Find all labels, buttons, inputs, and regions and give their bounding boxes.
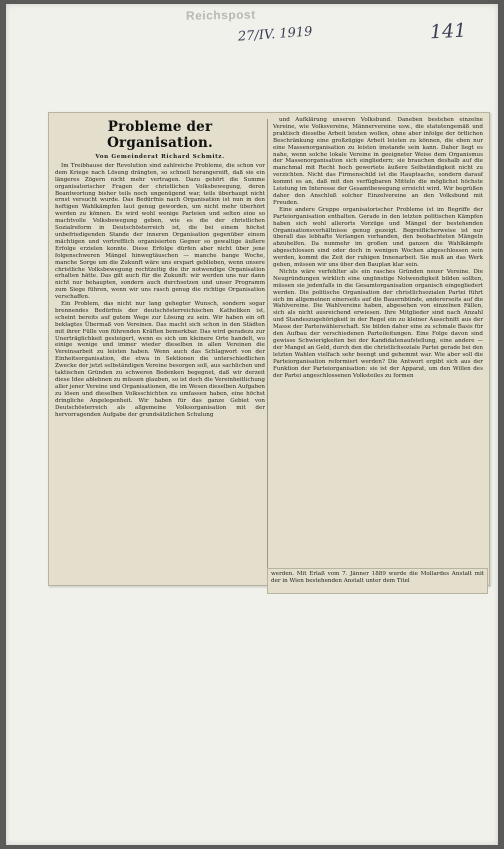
article-paragraph: Eine andere Gruppe organisatorischer Probleme ist im Begriffe der Parteiorganisation enthalten. Gerade in den letzten politischen Kämpfen haben sich wohl allerorts Vorzüge und Mängel der bestehenden Organisationsverhältnisse genug gezeigt. Begreiflicherweise ist nur überall das lebhafte Verlangen vorhanden, den beobachteten Mängeln abzuhelfen. Da nunmehr im großen und ganzen die Wahlkämpfe abgeschlossen sind oder doch in wenigen Wochen abgeschlossen sein werden, kommt die Zeit der ruhigen Innenarbeit. Sie muß an das Werk gehen, müssen wir uns über den Bauplan klar sein. — [273, 206, 483, 269]
article-byline: Von Gemeinderat Richard Schmitz. — [95, 154, 225, 160]
article-paragraph: und Aufklärung unseren Volksbund. Daneben bestehen einzelne Vereine, wie Volksvereine, Männervereine usw., die statutengemäß und praktisch dieselbe Arbeit leisten wollen, ohne aber infolge der örtlichen Beschränkung eine großzügige Arbeit leisten zu können, die eben nur eine Massenorganisation zu leisten imstande sein kann. Daher liegt es nahe, wenn solche lokale Vereine in geeigneter Weise dem Organismus der Massenorganisation sich eingliedern; sie brauchen deshalb auf die manchmal mit Recht hoch gewertete äußere Selbständigkeit nicht zu verzichten. Nicht das Firmenschild ist die Hauptsache, sondern darauf kommt es an, daß mit den verfügbaren Mitteln die möglichst höchste Leistung im Interesse der Gesamtbewegung erreicht wird. Wir begrüßen daher den Anschluß solcher Einzelvereine an den Volksbund mit Freuden. — [273, 117, 483, 206]
article-column-left — [55, 117, 265, 579]
newspaper-clipping — [48, 112, 490, 586]
handwritten-date: 27/IV. 1919 — [237, 24, 313, 45]
article-headline: Probleme der Organisation. — [107, 119, 213, 151]
source-stamp: Reichspost — [185, 7, 256, 23]
continuation-snippet: werden. Mit Erlaß vom 7. Jänner 1889 wurde die Mollardes Anstalt mit der in Wien bestehenden Anstalt unter dem Titel — [267, 568, 488, 594]
article-paragraph: Ein Problem, das nicht nur lang gehegter Wunsch, sondern sogar brennendes Bedürfnis der deutschösterreichischen Katholiken ist, scheint bereits auf gutem Wege zur Lösung zu sein. Wir haben ein oft beklagtes Übermaß von Vereinen. Das macht sich schon in den Städten mit ihrer Fülle von führenden Kräften bemerkbar. Das wird geradezu zur Unerträglichkeit gesteigert, wenn es sich um kleinere Orte handelt, wo einige wenige und immer wieder dieselben in allen Vereinen die Vereinsarbeit zu leisten haben. Wenn auch das Schlagwort von der Einheitsorganisation, die etwa in Sektionen die unterschiedlichen Zwecke der jetzt selbständigen Vereine besorgen soll, aus sachlichen und taktischen Gründen zu schweren Bedenken begegnet, daß wir derzeit diese Idee ablehnen zu müssen glauben, so ist doch die Vereinheitlichung aller jener Vereine und Organisationen, die im Wesen dieselben Aufgaben zu lösen und dieselben Volksschichten zu umfassen haben, eine höchst dringliche Angelegenheit. Wir haben für das ganze Gebiet von Deutschösterreich als allgemeine Volksorganisation mit der hervorragenden Aufgabe der grundsätzlichen Schulung — [55, 301, 265, 418]
article-paragraph: Nichts wäre verfehlter als ein rasches Gründen neuer Vereine. Die Neugründungen wirklich eine ungünstige Notwendigkeit bilden sollten, müssen sie jedenfalls in die Gesamtorganisation organisch eingegliedert werden. Die politische Organisation der christlichsozialen Partei führt sich im allgemeinen einerseits auf die Bauernbünde, andererseits auf die Wahlvereine. Die Wahlvereine haben, abgesehen von einzelnen Fällen, sich als nicht ausreichend erwiesen. Ihre Mitglieder sind nach Anzahl und Standeszugehörigkeit in der Regel ein zu kleiner Ausschnitt aus der Masse der Parteiwählerschaft. Sie bilden daher eine zu schmale Basis für den Aufbau der verschiedenen Parteileitungen. Eine Folge davon sind gewisse Schwierigkeiten bei der Kandidatenaufstellung, eine andere — der Mangel an Geld, durch den die christlichsoziale Partei gerade bei den letzten Wahlen vielfach sehr beengt und gehemmt war. Wie aber soll die Parteiorganisation reformiert werden? Die Antwort ergibt sich aus der Funktion der Parteiorganisation: sie ist der Apparat, um den Willen des der Partei angeschlossenen Volksteiles zu formen — [273, 268, 483, 379]
column-divider — [267, 119, 268, 577]
handwritten-number: 141 — [429, 19, 467, 44]
article-column-right — [273, 117, 483, 579]
article-paragraph: Im Treibhause der Revolution sind zahlreiche Probleme, die schon vor dem Kriege nach Lösung drängten, so schnell herangereift, daß sie ein längeres Zögern nicht mehr vertragen. Dazu gehört die Summe organisatorischer Fragen der christlichen Volksbewegung, deren Beantwortung bisher teils noch ungenügend war, teils überhaupt nicht ernst versucht wurde. Das Bedürfnis nach Organisation ist nun in den heftigen Wahlkämpfen laut genug geworden, um nicht mehr überhört werden zu können. Es wird wohl wenige Parteien und selten eine so machtvolle Volksbewegung geben, wie es die der christlichen Sozialreform in Deutschösterreich ist, die bei einem höchst unbefriedigenden Stande der inneren Organisation gegenüber einem mächtigen und vortrefflich organisierten Gegner so gewaltige äußere Erfolge erzielen konnte. Diese Erfolge dürfen aber nicht über jene folgenschweren Mängel hinwegtäuschen — manche bange Woche, manche Sorge um die Zukunft wäre uns erspart geblieben, wenn unsere christliche Volksbewegung rechtzeitig die ihr notwendige Organisation erhalten hätte. Das gilt auch für die Zukunft: wir werden uns nur dann nicht nur behaupten, sondern auch durchsetzen und unser Programm zum Siege führen, wenn wir uns rasch genug die richtige Organisation verschaffen. — [55, 162, 265, 301]
